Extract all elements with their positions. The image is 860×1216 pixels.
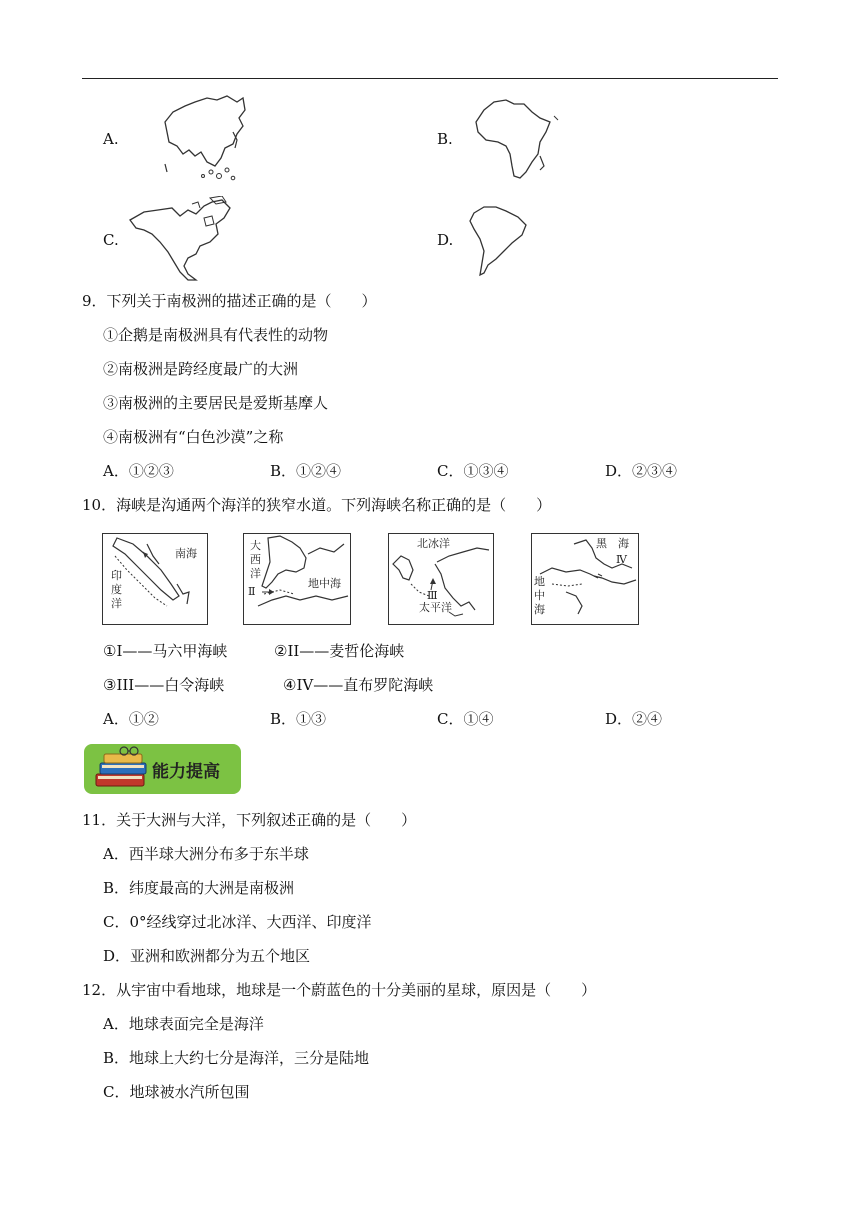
map4-label-hai: 海	[618, 537, 629, 550]
south-america-outline-map-icon	[466, 203, 532, 277]
q11-option-c[interactable]: C．0°经线穿过北冰洋、大西洋、印度洋	[103, 913, 372, 931]
q9-statement-3: ③南极洲的主要居民是爱斯基摩人	[103, 394, 329, 412]
header-rule	[82, 78, 778, 79]
q10-stem: 10．海峡是沟通两个海洋的狭窄水道。下列海峡名称正确的是（ ）	[82, 496, 552, 514]
option-b-letter: B.	[437, 130, 453, 148]
q10-option-d[interactable]: D．②④	[605, 710, 663, 728]
q10-option-b[interactable]: B．①③	[270, 710, 327, 728]
q9-option-d[interactable]: D．②③④	[605, 462, 678, 480]
q11-option-b[interactable]: B．纬度最高的大洲是南极洲	[103, 879, 295, 897]
section-badge	[84, 744, 241, 794]
strait-map-iii	[388, 533, 494, 625]
q9-option-c[interactable]: C．①③④	[437, 462, 509, 480]
q11-option-d[interactable]: D．亚洲和欧洲都分为五个地区	[103, 947, 311, 965]
q9-stem: 9．下列关于南极洲的描述正确的是（ ）	[82, 292, 377, 310]
map4-label-zhong: 中	[534, 589, 545, 602]
section-badge-label: 能力提高	[152, 762, 220, 782]
map4-label-di: 地	[534, 575, 545, 588]
q9-statement-4: ④南极洲有“白色沙漠”之称	[103, 428, 284, 446]
q10-statement-1: ①I——马六甲海峡	[103, 642, 228, 660]
q10-statement-2: ②II——麦哲伦海峡	[274, 642, 405, 660]
asia-outline-map-icon	[155, 92, 250, 184]
strait-map-i	[102, 533, 208, 625]
map2-label-da: 大	[250, 539, 261, 552]
q9-option-a[interactable]: A．①②③	[103, 462, 174, 480]
option-d-letter: D.	[437, 231, 454, 249]
map1-label-south-china-sea: 南海	[175, 547, 197, 560]
q11-stem: 11．关于大洲与大洋，下列叙述正确的是（ ）	[82, 811, 417, 829]
q9-statement-2: ②南极洲是跨经度最广的大洲	[103, 360, 299, 378]
q12-stem: 12．从宇宙中看地球，地球是一个蔚蓝色的十分美丽的星球，原因是（ ）	[82, 981, 597, 999]
map3-label-arctic-ocean: 北冰洋	[417, 537, 450, 550]
q9-statement-1: ①企鹅是南极洲具有代表性的动物	[103, 326, 329, 344]
option-a-letter: A.	[103, 130, 119, 148]
q9-option-b[interactable]: B．①②④	[270, 462, 342, 480]
books-stack-icon	[90, 744, 156, 794]
map2-label-yang: 洋	[250, 567, 261, 580]
q10-option-c[interactable]: C．①④	[437, 710, 494, 728]
q12-option-a[interactable]: A．地球表面完全是海洋	[103, 1015, 264, 1033]
option-c-letter: C.	[103, 231, 119, 249]
map1-label-in: 印	[111, 569, 122, 582]
map4-label-hei: 黑	[596, 537, 607, 550]
map3-label-pacific-ocean: 太平洋	[419, 601, 452, 614]
strait-map-iv	[531, 533, 639, 625]
q12-option-b[interactable]: B．地球上大约七分是海洋，三分是陆地	[103, 1049, 370, 1067]
q10-option-a[interactable]: A．①②	[103, 710, 159, 728]
q10-statement-3: ③III——白令海峡	[103, 676, 225, 694]
north-america-outline-map-icon	[126, 196, 238, 284]
q11-option-a[interactable]: A．西半球大洲分布多于东半球	[103, 845, 309, 863]
map2-label-ii: Ⅱ	[248, 585, 256, 598]
map1-label-yang: 洋	[111, 597, 122, 610]
map3-label-iii: Ⅲ	[427, 589, 438, 602]
map2-label-mediterranean: 地中海	[308, 577, 341, 590]
africa-outline-map-icon	[470, 96, 562, 182]
q12-option-c[interactable]: C．地球被水汽所包围	[103, 1083, 250, 1101]
map2-label-xi: 西	[250, 553, 261, 566]
map4-label-iv: Ⅳ	[616, 553, 627, 566]
strait-map-ii	[243, 533, 351, 625]
map1-label-du: 度	[111, 583, 122, 596]
q10-statement-4: ④IV——直布罗陀海峡	[283, 676, 434, 694]
map4-label-hai2: 海	[534, 603, 545, 616]
